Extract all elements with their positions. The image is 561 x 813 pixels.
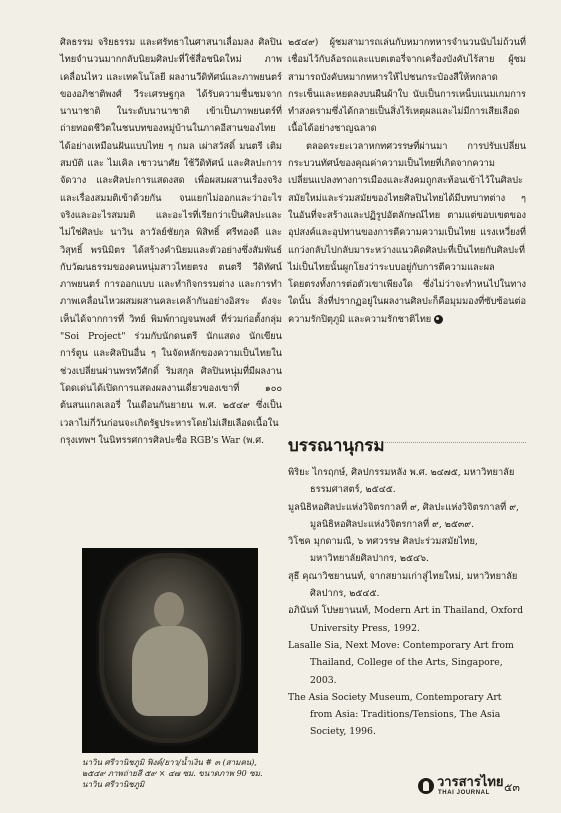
concluding-paragraph-text: ตลอดระยะเวลาหกทศวรรษที่ผ่านมา การปรับเปลี่ยนกระบวนทัศน์ของคุณค่าความเป็นไทยที่เกิดจากความเปลี่ยนแปลงทางการเมืองและสังคมถูกสะท้อนเข้าไว้ในศิลปะสมัยใหม่และร่วมสมัยของไทยศิลปินไทยได้มีบทบาทต่าง ๆ ในอันที่จะสร้างและปฏิรูปอัตลักษณ์ไทย ตามแต่ขอบเขตของอุปสงค์และอุปทานของการตีความความเป็นไทย แรงเหวี่ยงที่แกว่งกลับไปกลับมาระหว่างแนวคิดศิลปะที่เป็นไทยกับศิลปะที่ไม่เป็นไทยนั้นผูกโยงว่าระบบอยู่กับการตีความและผลโดยตรงทั้งการต่อตัวเขาเพียงใด ซึ่งไม่ว่าจะทำหนไปในทางใดนั้น สิ่งที่ปรากฏอยู่ในผลงานศิลปะก็คือมุมมองที่ซับซ้อนต่อความรักปิตุภูมิ และความรักชาติไทย — [288, 140, 526, 325]
page-number: ๕๓ — [504, 781, 520, 794]
heading-dotted-rule — [374, 442, 526, 443]
journal-subtitle: THAI JOURNAL — [438, 790, 490, 796]
bibliography-entry: วิโชค มุกดามณี, ๖ ทศวรรษ ศิลปะร่วมสมัยไทย, มหาวิทยาลัยศิลปากร, ๒๕๔๖. — [288, 536, 478, 565]
left-text-column — [60, 34, 282, 449]
bibliography-list — [288, 464, 526, 741]
body-paragraph: ศิลธรรม จริยธรรม และศรัทธาในศาสนาเลื่อมลง ศิลปินไทยจำนวนมากกลับนิยมศิลปะที่ใช้สื่อชนิดใหม่ ภาพเคลื่อนไหว และเทคโนโลยี ผลงานวีดิทัศน์และภาพยนตร์ของอภิชาติพงศ์ วีระเศรษฐกุล ได้รับความชื่นชมจากนานาชาติ ในระดับนานาชาติ เข้าเป็นภาพยนตร์ที่ถ่ายทอดชีวิตในชนบทของหมู่บ้านในภาคอีสานของไทยได้อย่างเหมือนฝันแบบไทย ๆ กมล เผ่าสวัสดิ์ มนตรี เติมสมบัติ และ ไมเคิล เชาวนาศัย ใช้วีดิทัศน์ และศิลปะการจัดวาง และศิลปะการแสดงสด เพื่อผสมผสานเรื่องจริงและเรื่องสมมติเข้าด้วยกัน จนแยกไม่ออกและว่าอะไรจริงและอะไรสมมติ และอะไรที่เรียกว่าเป็นศิลปะและไม่ใช่ศิลปะ นาวิน ลาวัลย์ชัยกุล พิสิทธิ์ ศรีทองดี และ วิสุทธิ์ พรนิมิตร ได้สร้างคำนิยมและตัวอย่างซึ่งสัมพันธ์กับวัฒนธรรมของคนหนุ่มสาวไทยตรง ตนตรี วีดิทัศน์ ภาพยนตร์ การออกแบบ และทำกิจกรรมต่าง และการทำภาพเคลื่อนไหวผสมผสานคละเคล้ากันอย่างอิสระ ดังจะเห็นได้จากการที่ วิทย์ พิมพ์กาญจนพงศ์ ที่ร่วมก่อตั้งกลุ่ม "Soi Project" ร่วมกับนักดนตรี นักแสดง นักเขียนการ์ตูน และศิลปินอื่น ๆ ในจัดหลักของความเป็นไทยในช่วงเปลี่ยนผ่านพรทวีศักดิ์ ริมสกุล ศิลปินหนุ่มที่มีผลงานโดดเด่นได้เปิดการแสดงผลงานเดี่ยวของเขาที่ ๑๐๐ ต้นสนแกลเลอรี่ ในเดือนกันยายน พ.ศ. ๒๕๔๙ ซึ่งเป็นเวลาไม่กี่วันก่อนจะเกิดรัฐประหารโดยไม่เสียเลือดเนื้อในกรุงเทพฯ ในนิทรรศการศิลปะชื่อ RGB's War (พ.ศ. — [60, 37, 282, 446]
bibliography-entry: Lasalle Sia, Next Move: Contemporary Art from Thailand, College of the Arts, Singapore, 2003. — [288, 639, 514, 686]
concluding-paragraph — [288, 138, 526, 328]
artwork-photo — [82, 548, 258, 753]
right-text-column — [288, 34, 526, 328]
bibliography-entry: สุธี คุณาวิชยานนท์, จากสยามเก่าสู่ไทยใหม่, มหาวิทยาลัยศิลปากร, ๒๕๔๕. — [288, 570, 518, 600]
bibliography-entry: The Asia Society Museum, Contemporary Art from Asia: Traditions/Tensions, The Asia Society, 1996. — [288, 691, 502, 738]
end-mark-icon — [434, 315, 443, 324]
journal-footer — [418, 776, 522, 802]
journal-emblem-icon — [418, 778, 434, 794]
bibliography-heading: บรรณานุกรม — [288, 436, 385, 456]
bibliography-entry: อภินันท์ โปษยานนท์, Modern Art in Thailand, Oxford University Press, 1992. — [288, 605, 524, 634]
bibliography-entry: พิริยะ ไกรฤกษ์, ศิลปกรรมหลัง พ.ศ. ๒๔๗๕, มหาวิทยาลัยธรรมศาสตร์, ๒๕๔๕. — [288, 467, 515, 496]
bibliography-entry: มูลนิธิหอศิลปะแห่งวิจิตรกาลที่ ๙, ศิลปะแห่งวิจิตรกาลที่ ๙, มูลนิธิหอศิลปะแห่งวิจิตรกาลที่ ๙, ๒๕๓๙. — [288, 501, 520, 530]
oval-portrait-frame — [104, 558, 236, 738]
journal-name: วารสารไทย — [437, 775, 504, 790]
body-paragraph-continued: ๒๕๔๙) ผู้ชมสามารถเล่นกับหมากทหารจำนวนนับไม่ถ้วนที่เชื่อมไว้กับล้อรถและแบตเตอรี่จากเครื่องบังคับไร้สาย ผู้ชมสามารถบังคับหมากทหารให้ไปชนกระป๋องสีให้หกลาดกระเซ็นและหยดลงบนผืนผ้าใบ นับเป็นการเหน็บแนมเกมการทำสงครามซึ่งได้กลายเป็นสิ่งไร้เหตุผลและไม่มีการเสียเลือดเนื้อได้อย่างชาญฉลาด — [288, 37, 526, 135]
figure-caption: นาวิน ศรีวานิชภูมิ ฟิงค์/ยาว/น้ำเงิน # ๓ (สามคน), ๒๕๔๙ ภาพถ่ายสี ๕๙ × ๔๗ ซม. ขนาดภาพ 90 ซม. นาวิน ศรีวานิชภูมิ — [82, 758, 263, 789]
